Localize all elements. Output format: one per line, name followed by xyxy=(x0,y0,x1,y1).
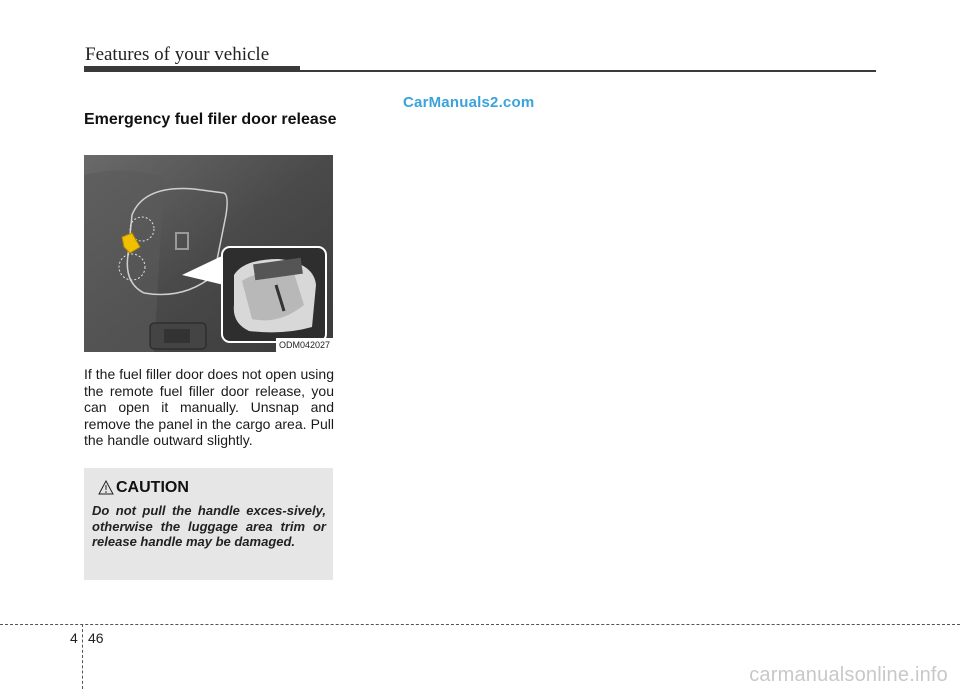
section-heading: Emergency fuel filer door release xyxy=(84,111,337,128)
watermark-footer-link[interactable]: carmanualsonline.info xyxy=(749,664,948,686)
warning-triangle-icon xyxy=(98,480,114,496)
caution-text: Do not pull the handle exces-sively, otherwise the luggage area trim or release handle may be damaged. xyxy=(92,503,326,549)
page-number: 46 xyxy=(88,630,104,646)
chapter-number: 4 xyxy=(70,630,78,646)
caution-title: CAUTION xyxy=(116,479,189,496)
header-rule xyxy=(84,70,876,72)
body-paragraph: If the fuel filler door does not open using the remote fuel filler door release, you can open it manually. Unsnap and remove the panel in the cargo area. Pull the handle outward slightly. xyxy=(84,366,334,449)
watermark-link[interactable]: CarManuals2.com xyxy=(403,94,535,111)
caution-box xyxy=(84,468,333,580)
fuel-door-illustration-art xyxy=(84,155,333,352)
figure-code-label: ODM042027 xyxy=(276,338,333,352)
page-header-title: Features of your vehicle xyxy=(85,44,270,65)
footer-divider xyxy=(82,624,83,689)
fuel-door-illustration xyxy=(84,155,333,352)
footer-rule xyxy=(0,624,960,625)
